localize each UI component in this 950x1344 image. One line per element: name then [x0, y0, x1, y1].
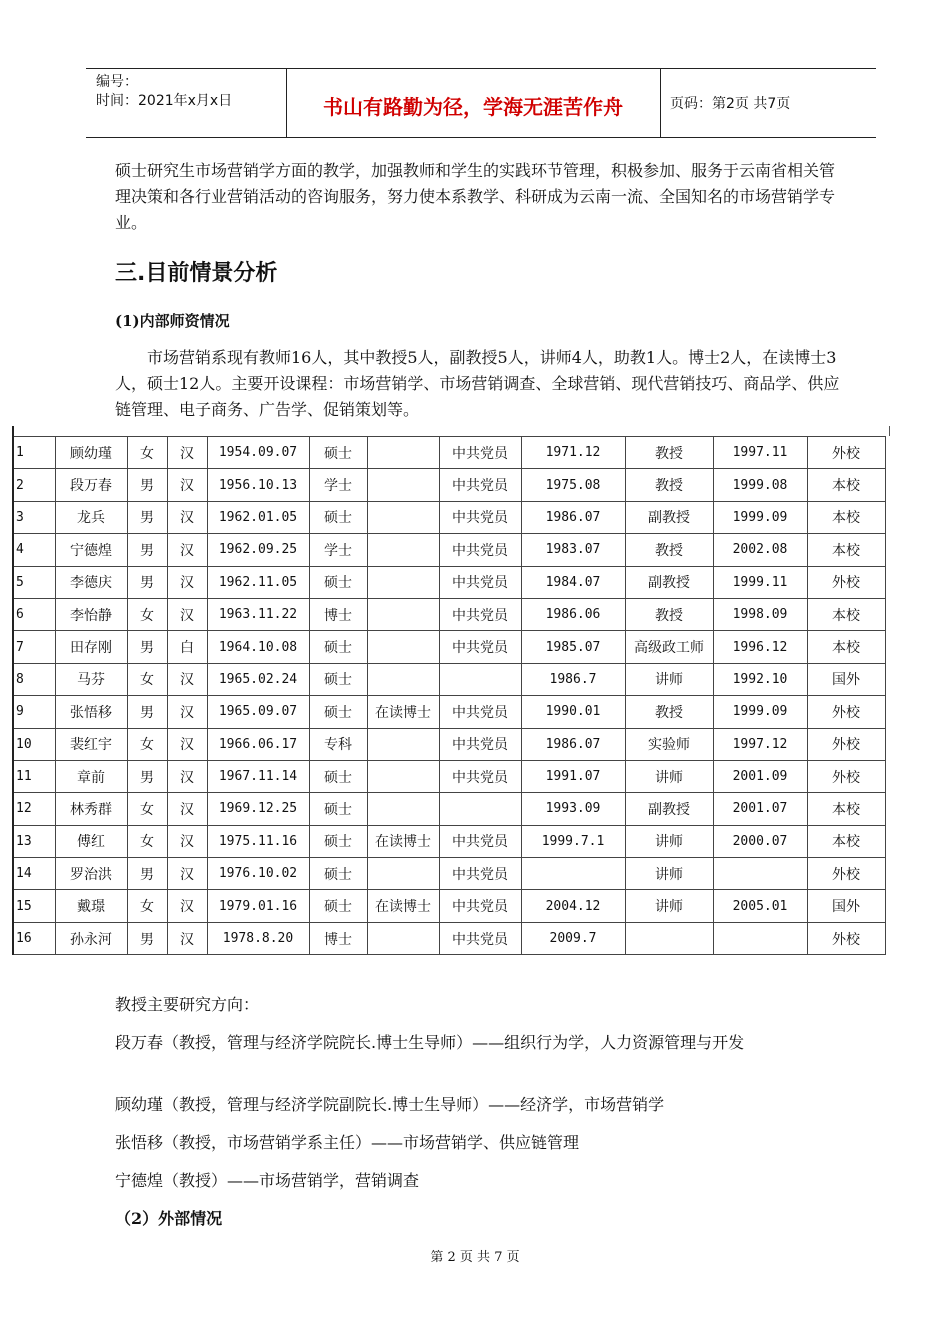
table-cell: 汉 [167, 922, 207, 954]
table-cell: 15 [13, 890, 55, 922]
table-cell: 1985.07 [521, 631, 625, 663]
table-cell: 1990.01 [521, 696, 625, 728]
table-row [13, 858, 885, 890]
table-cell: 10 [13, 728, 55, 760]
table-cell: 中共党员 [439, 890, 521, 922]
staff-paragraph: 市场营销系现有教师16人，其中教授5人，副教授5人，讲师4人，助教1人。博士2人，在读博士3人，硕士12人。主要开设课程：市场营销学、市场营销调查、全球营销、现代营销技巧、商品学、供应链管理、电子商务、广告学、促销策划等。 [115, 348, 840, 419]
table-cell: 1967.11.14 [207, 760, 309, 792]
table-cell: 汉 [167, 437, 207, 469]
table-cell [367, 566, 439, 598]
table-cell: 1978.8.20 [207, 922, 309, 954]
table-cell: 硕士 [309, 566, 367, 598]
table-cell [367, 793, 439, 825]
table-cell: 李怡静 [55, 598, 127, 630]
table-cell [625, 922, 713, 954]
table-cell: 女 [127, 663, 167, 695]
table-cell: 女 [127, 793, 167, 825]
table-cell: 本校 [807, 469, 885, 501]
table-cell: 1956.10.13 [207, 469, 309, 501]
table-cell: 硕士 [309, 696, 367, 728]
table-cell: 8 [13, 663, 55, 695]
table-cell: 博士 [309, 922, 367, 954]
table-cell: 1986.7 [521, 663, 625, 695]
table-cell: 1996.12 [713, 631, 807, 663]
table-cell: 1 [13, 437, 55, 469]
table-cell: 汉 [167, 501, 207, 533]
table-cell [367, 728, 439, 760]
table-cell: 硕士 [309, 663, 367, 695]
table-cell: 女 [127, 890, 167, 922]
table-cell: 1997.11 [713, 437, 807, 469]
table-cell: 教授 [625, 534, 713, 566]
staff-table-body [13, 437, 885, 955]
table-cell: 中共党员 [439, 501, 521, 533]
table-cell: 外校 [807, 728, 885, 760]
table-row [13, 469, 885, 501]
table-cell: 汉 [167, 598, 207, 630]
table-cell: 外校 [807, 696, 885, 728]
table-cell: 汉 [167, 858, 207, 890]
table-cell: 汉 [167, 760, 207, 792]
table-cell: 5 [13, 566, 55, 598]
table-cell: 1999.11 [713, 566, 807, 598]
research-item: 顾幼瑾（教授，管理与经济学院副院长.博士生导师）——经济学，市场营销学 [115, 1095, 665, 1114]
table-cell: 副教授 [625, 501, 713, 533]
table-cell [439, 793, 521, 825]
page-footer: 第 2 页 共 7 页 [430, 1250, 520, 1265]
table-cell: 1999.08 [713, 469, 807, 501]
table-cell: 本校 [807, 534, 885, 566]
table-row [13, 793, 885, 825]
header-id-label: 编号： [96, 74, 138, 90]
table-cell: 汉 [167, 534, 207, 566]
table-cell: 男 [127, 760, 167, 792]
table-cell: 罗治洪 [55, 858, 127, 890]
table-cell: 裴红宇 [55, 728, 127, 760]
table-cell: 1991.07 [521, 760, 625, 792]
table-cell [367, 631, 439, 663]
table-cell: 白 [167, 631, 207, 663]
table-cell: 男 [127, 858, 167, 890]
table-cell: 1963.11.22 [207, 598, 309, 630]
table-cell: 硕士 [309, 501, 367, 533]
table-cell: 段万春 [55, 469, 127, 501]
table-cell: 硕士 [309, 760, 367, 792]
table-cell: 1969.12.25 [207, 793, 309, 825]
table-cell: 4 [13, 534, 55, 566]
table-cell: 马芬 [55, 663, 127, 695]
table-cell: 1954.09.07 [207, 437, 309, 469]
table-cell: 国外 [807, 890, 885, 922]
table-cell: 1999.7.1 [521, 825, 625, 857]
table-cell: 中共党员 [439, 566, 521, 598]
table-cell: 本校 [807, 793, 885, 825]
table-cell: 汉 [167, 469, 207, 501]
table-cell: 硕士 [309, 793, 367, 825]
table-cell: 1962.09.25 [207, 534, 309, 566]
table-cell: 1971.12 [521, 437, 625, 469]
table-cell: 戴璟 [55, 890, 127, 922]
research-item: 段万春（教授，管理与经济学院院长.博士生导师）——组织行为学，人力资源管理与开发 [115, 1033, 745, 1052]
table-cell: 教授 [625, 437, 713, 469]
table-cell: 博士 [309, 598, 367, 630]
table-cell: 在读博士 [367, 890, 439, 922]
table-row [13, 534, 885, 566]
table-cell: 1999.09 [713, 696, 807, 728]
table-cell: 14 [13, 858, 55, 890]
table-cell: 女 [127, 437, 167, 469]
subsection-external: （2）外部情况 [115, 1209, 223, 1228]
table-row [13, 631, 885, 663]
table-cell: 外校 [807, 760, 885, 792]
table-cell: 2001.07 [713, 793, 807, 825]
table-cell: 本校 [807, 598, 885, 630]
table-cell [367, 858, 439, 890]
table-cell: 汉 [167, 728, 207, 760]
table-cell: 硕士 [309, 631, 367, 663]
table-cell: 李德庆 [55, 566, 127, 598]
table-cell [521, 858, 625, 890]
table-cell: 龙兵 [55, 501, 127, 533]
header-motto: 书山有路勤为径，学海无涯苦作舟 [323, 95, 623, 119]
table-row [13, 760, 885, 792]
table-cell: 高级政工师 [625, 631, 713, 663]
table-cell: 硕士 [309, 858, 367, 890]
table-cell: 中共党员 [439, 437, 521, 469]
subsection-internal-staff: (1)内部师资情况 [115, 312, 230, 330]
table-cell [367, 534, 439, 566]
table-cell: 男 [127, 566, 167, 598]
table-cell: 1979.01.16 [207, 890, 309, 922]
table-cell: 1986.07 [521, 728, 625, 760]
table-row [13, 437, 885, 469]
table-cell: 2004.12 [521, 890, 625, 922]
table-row [13, 728, 885, 760]
table-cell: 国外 [807, 663, 885, 695]
table-row [13, 890, 885, 922]
table-cell: 1997.12 [713, 728, 807, 760]
table-cell: 11 [13, 760, 55, 792]
table-cell: 16 [13, 922, 55, 954]
table-cell: 1998.09 [713, 598, 807, 630]
table-cell: 2005.01 [713, 890, 807, 922]
table-cell: 1993.09 [521, 793, 625, 825]
table-cell: 硕士 [309, 890, 367, 922]
table-cell: 6 [13, 598, 55, 630]
table-cell: 讲师 [625, 825, 713, 857]
table-cell: 9 [13, 696, 55, 728]
table-cell: 本校 [807, 501, 885, 533]
table-cell: 中共党员 [439, 760, 521, 792]
table-cell: 1966.06.17 [207, 728, 309, 760]
table-cell: 1976.10.02 [207, 858, 309, 890]
table-row [13, 598, 885, 630]
table-row [13, 663, 885, 695]
table-cell: 中共党员 [439, 825, 521, 857]
table-cell: 男 [127, 631, 167, 663]
table-cell: 7 [13, 631, 55, 663]
table-cell: 讲师 [625, 663, 713, 695]
table-cell: 12 [13, 793, 55, 825]
table-cell: 硕士 [309, 825, 367, 857]
table-cell [367, 598, 439, 630]
table-cell: 中共党员 [439, 858, 521, 890]
table-cell: 教授 [625, 598, 713, 630]
table-cell: 中共党员 [439, 922, 521, 954]
table-cell: 傅红 [55, 825, 127, 857]
table-cell [713, 922, 807, 954]
table-cell: 1975.08 [521, 469, 625, 501]
table-cell: 1986.06 [521, 598, 625, 630]
table-cell: 讲师 [625, 760, 713, 792]
table-cell: 1992.10 [713, 663, 807, 695]
table-cell [367, 469, 439, 501]
research-title: 教授主要研究方向： [115, 995, 260, 1014]
table-row [13, 501, 885, 533]
table-row [13, 566, 885, 598]
table-cell: 2001.09 [713, 760, 807, 792]
table-cell: 实验师 [625, 728, 713, 760]
table-cell: 顾幼瑾 [55, 437, 127, 469]
table-cell: 孙永河 [55, 922, 127, 954]
table-cell: 张悟移 [55, 696, 127, 728]
table-cell: 1983.07 [521, 534, 625, 566]
table-cell: 汉 [167, 890, 207, 922]
table-cell: 学士 [309, 469, 367, 501]
table-cell: 外校 [807, 858, 885, 890]
table-cell: 女 [127, 825, 167, 857]
table-cell: 田存刚 [55, 631, 127, 663]
intro-paragraph: 硕士研究生市场营销学方面的教学，加强教师和学生的实践环节管理，积极参加、服务于云南省相关管理决策和各行业营销活动的咨询服务，努力使本系教学、科研成为云南一流、全国知名的市场营销学专业。 [115, 161, 836, 232]
table-cell: 2009.7 [521, 922, 625, 954]
table-cell: 1984.07 [521, 566, 625, 598]
table-cell: 副教授 [625, 793, 713, 825]
table-cell: 男 [127, 534, 167, 566]
table-cell: 1962.01.05 [207, 501, 309, 533]
section-title: 三.目前情景分析 [115, 261, 278, 286]
table-cell: 本校 [807, 631, 885, 663]
table-cell: 汉 [167, 696, 207, 728]
table-cell: 2002.08 [713, 534, 807, 566]
table-cell: 外校 [807, 922, 885, 954]
table-cell [713, 858, 807, 890]
header-divider [660, 69, 661, 137]
table-cell [367, 501, 439, 533]
research-item: 张悟移（教授，市场营销学系主任）——市场营销学、供应链管理 [115, 1133, 580, 1152]
table-cell: 1964.10.08 [207, 631, 309, 663]
header-time: 时间：2021年x月x日 [96, 93, 233, 109]
table-cell: 汉 [167, 825, 207, 857]
table-cell: 1975.11.16 [207, 825, 309, 857]
header-page-number: 页码：第2页 共7页 [670, 96, 791, 112]
table-cell: 2000.07 [713, 825, 807, 857]
table-cell: 男 [127, 922, 167, 954]
table-cell [367, 663, 439, 695]
table-cell: 13 [13, 825, 55, 857]
staff-table [12, 436, 886, 955]
table-cell: 讲师 [625, 858, 713, 890]
table-cell: 男 [127, 469, 167, 501]
research-item: 宁德煌（教授）——市场营销学，营销调查 [115, 1171, 420, 1190]
table-cell: 1962.11.05 [207, 566, 309, 598]
table-cell: 硕士 [309, 437, 367, 469]
table-row [13, 696, 885, 728]
table-cell: 女 [127, 728, 167, 760]
table-top-edge [12, 426, 890, 436]
table-cell: 教授 [625, 696, 713, 728]
table-cell: 中共党员 [439, 631, 521, 663]
header-meta [96, 73, 232, 111]
staff-table-container [12, 426, 890, 958]
table-cell: 1965.02.24 [207, 663, 309, 695]
table-cell: 讲师 [625, 890, 713, 922]
table-cell: 1999.09 [713, 501, 807, 533]
table-cell: 1986.07 [521, 501, 625, 533]
page-header [86, 68, 876, 138]
table-cell: 宁德煌 [55, 534, 127, 566]
table-cell: 在读博士 [367, 825, 439, 857]
table-cell [367, 922, 439, 954]
table-cell: 教授 [625, 469, 713, 501]
table-cell: 专科 [309, 728, 367, 760]
table-cell: 汉 [167, 793, 207, 825]
table-cell: 汉 [167, 566, 207, 598]
table-cell [367, 437, 439, 469]
table-cell: 学士 [309, 534, 367, 566]
table-cell: 汉 [167, 663, 207, 695]
table-cell: 中共党员 [439, 696, 521, 728]
table-cell: 副教授 [625, 566, 713, 598]
table-cell: 章前 [55, 760, 127, 792]
table-cell: 外校 [807, 437, 885, 469]
table-cell: 外校 [807, 566, 885, 598]
table-cell: 林秀群 [55, 793, 127, 825]
table-cell: 女 [127, 598, 167, 630]
table-cell: 中共党员 [439, 728, 521, 760]
table-cell: 中共党员 [439, 469, 521, 501]
table-cell: 本校 [807, 825, 885, 857]
table-cell: 1965.09.07 [207, 696, 309, 728]
table-cell [367, 760, 439, 792]
table-row [13, 825, 885, 857]
table-cell: 男 [127, 501, 167, 533]
table-cell: 中共党员 [439, 534, 521, 566]
table-cell: 2 [13, 469, 55, 501]
table-cell: 在读博士 [367, 696, 439, 728]
table-cell: 中共党员 [439, 598, 521, 630]
table-cell [439, 663, 521, 695]
table-cell: 男 [127, 696, 167, 728]
table-row [13, 922, 885, 954]
table-cell: 3 [13, 501, 55, 533]
